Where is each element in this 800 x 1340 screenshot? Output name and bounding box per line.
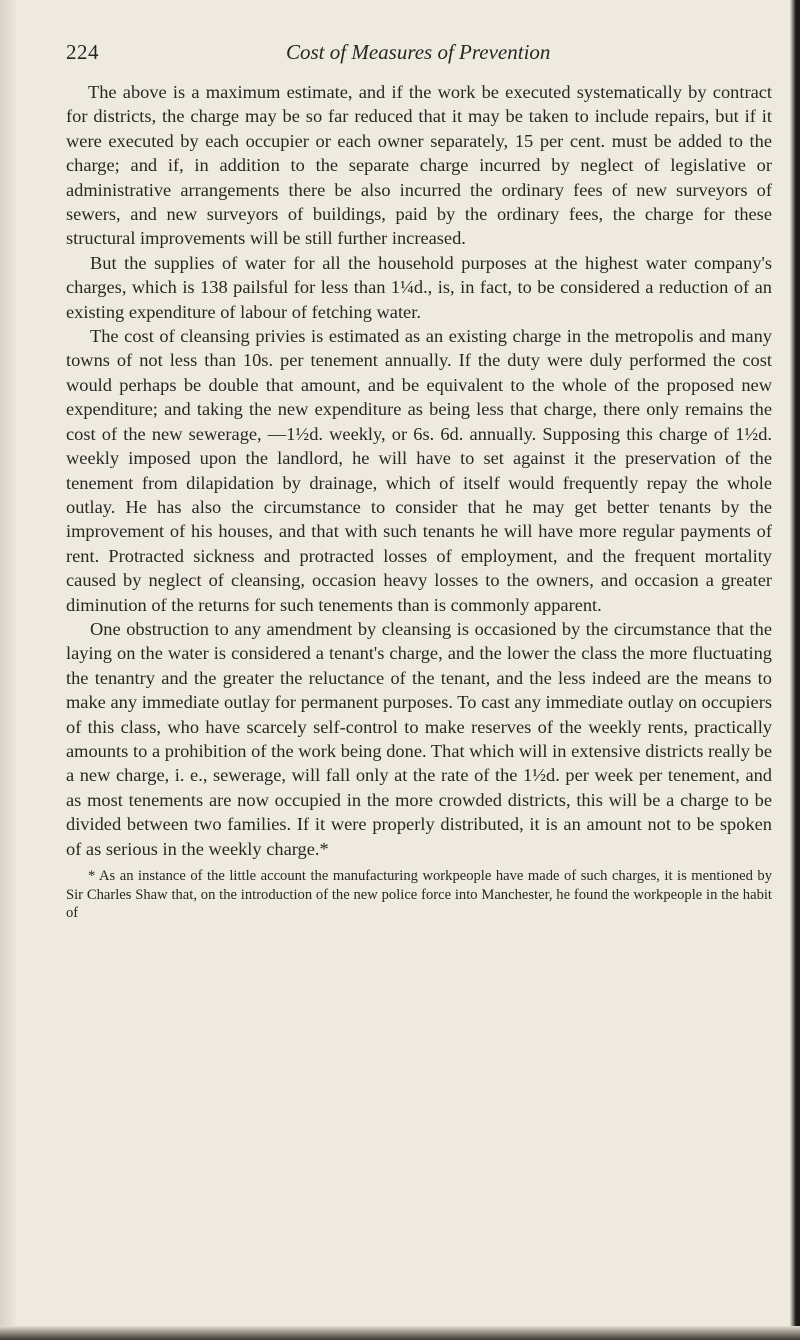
running-head: [66, 40, 772, 72]
running-title: Cost of Measures of Prevention: [286, 40, 551, 64]
paragraph-2: But the supplies of water for all the household purposes at the highest water company's charges, which is 138 pailsful for less than 1¼d., is, in fact, to be considered a reduction of an existing expenditure of labour of fetching water.: [66, 252, 772, 322]
page-number: 224: [66, 40, 99, 64]
paragraph-3: The cost of cleansing privies is estimated as an existing charge in the metropolis and many towns of not less than 10s. per tenement annually. If the duty were duly performed the cost would perhaps be double that amount, and be equivalent to the whole of the proposed new expenditure; and taking the new expenditure as being less that charge, there only remains the cost of the new sewerage, —1½d. weekly, or 6s. 6d. annually. Supposing this charge of 1½d. weekly imposed upon the landlord, he will have to set against it the preservation of the tenement from dilapidation by drainage, which of itself would frequently repay the whole outlay. He has also the circumstance to consider that he may get better tenants by the improvement of his houses, and that with such tenants he will have more regular payments of rent. Protracted sickness and protracted losses of employment, and the frequent mortality caused by neglect of cleansing, occasion heavy losses to the owners, and occasion a greater diminution of the returns for such tenements than is commonly apparent.: [66, 326, 772, 615]
page-bottom-edge: [0, 1326, 800, 1340]
page-left-edge: [0, 0, 16, 1340]
body-text: [66, 80, 772, 861]
paragraph-4: One obstruction to any amendment by cleansing is occasioned by the circumstance that the laying on the water is considered a tenant's charge, and the lower the class the more fluctuating the tenantry and the greater the reluctance of the tenant, and the less indeed are the means to make any immediate outlay for permanent purposes. To cast any immediate outlay on occupiers of this class, who have scarcely self-control to make reserves of the weekly rents, practically amounts to a prohibition of the work being done. That which will in extensive districts really be a new charge, i. e., sewerage, will fall only at the rate of the 1½d. per week per tenement, and as most tenements are now occupied in the more crowded districts, this will be a charge to be divided between two families. If it were properly distributed, it is an amount not to be spoken of as serious in the weekly charge.*: [66, 618, 772, 859]
page-right-edge: [790, 0, 800, 1340]
footnote: * As an instance of the little account the manufacturing workpeople have made of such charges, it is mentioned by Sir Charles Shaw that, on the introduction of the new police force into Manchester, he found the workpeople in the habit of: [66, 868, 772, 921]
paragraph-1: The above is a maximum estimate, and if the work be executed systematically by contract for districts, the charge may be so far reduced that it may be taken to include repairs, but if it were executed by each occupier or each owner separately, 15 per cent. must be added to the charge; and if, in addition to the separate charge incurred by neglect of legislative or administrative arrangements there be also incurred the ordinary fees of new surveyors of sewers, and new surveyors of buildings, paid by the ordinary fees, the charge for these structural improvements will be still further increased.: [66, 82, 772, 249]
book-page: [66, 40, 772, 923]
